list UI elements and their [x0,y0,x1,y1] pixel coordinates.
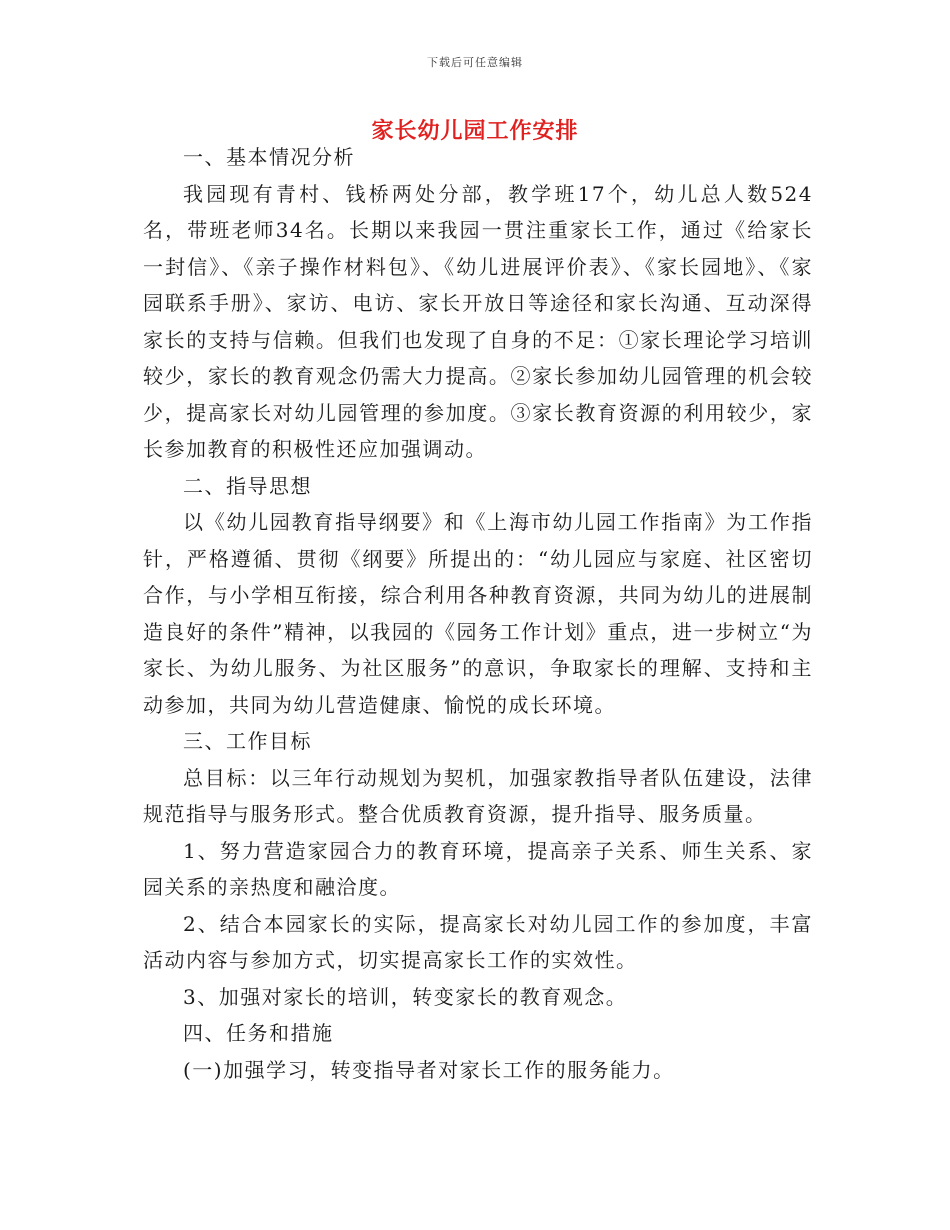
paragraph-goal-2: 2、结合本园家长的实际，提高家长对幼儿园工作的参加度，丰富活动内容与参加方式，切实提高家长工作的实效性。 [143,911,813,972]
section-heading-3: 三、工作目标 [183,729,312,753]
paragraph-overall-goal: 总目标：以三年行动规划为契机，加强家教指导者队伍建设，法律规范指导与服务形式。整合优质教育资源，提升指导、服务质量。 [143,765,813,826]
paragraph-basic-situation: 我园现有青村、钱桥两处分部，教学班17个，幼儿总人数524名，带班老师34名。长期以来我园一贯注重家长工作，通过《给家长一封信》、《亲子操作材料包》、《幼儿进展评价表》、《家长园地》、《家园联系手册》、家访、电访、家长开放日等途径和家长沟通、互动深得家长的支持与信赖。但我们也发现了自身的不足：①家长理论学习培训较少，家长的教育观念仍需大力提高。②家长参加幼儿园管理的机会较少，提高家长对幼儿园管理的参加度。③家长教育资源的利用较少，家长参加教育的积极性还应加强调动。 [143,181,813,461]
section-heading-4: 四、任务和措施 [183,1021,334,1045]
paragraph-task-1: (一)加强学习，转变指导者对家长工作的服务能力。 [183,1057,675,1082]
document-title: 家长幼儿园工作安排 [371,118,579,144]
paragraph-goal-1: 1、努力营造家园合力的教育环境，提高亲子关系、师生关系、家园关系的亲热度和融洽度。 [143,838,813,899]
page-header: 下载后可任意编辑 [427,56,523,69]
section-heading-2: 二、指导思想 [183,473,312,498]
paragraph-goal-3: 3、加强对家长的培训，转变家长的教育观念。 [183,984,628,1009]
paragraph-guiding-ideology: 以《幼儿园教育指导纲要》和《上海市幼儿园工作指南》为工作指针，严格遵循、贯彻《纲要》所提出的：“幼儿园应与家庭、社区密切合作，与小学相互衔接，综合利用各种教育资源，共同为幼儿的进展制造良好的条件”精神，以我园的《园务工作计划》重点，进一步树立“为家长、为幼儿服务、为社区服务”的意识，争取家长的理解、支持和主动参加，共同为幼儿营造健康、愉悦的成长环境。 [143,510,813,717]
document-body [143,139,813,1088]
section-heading-1: 一、基本情况分析 [183,145,355,169]
